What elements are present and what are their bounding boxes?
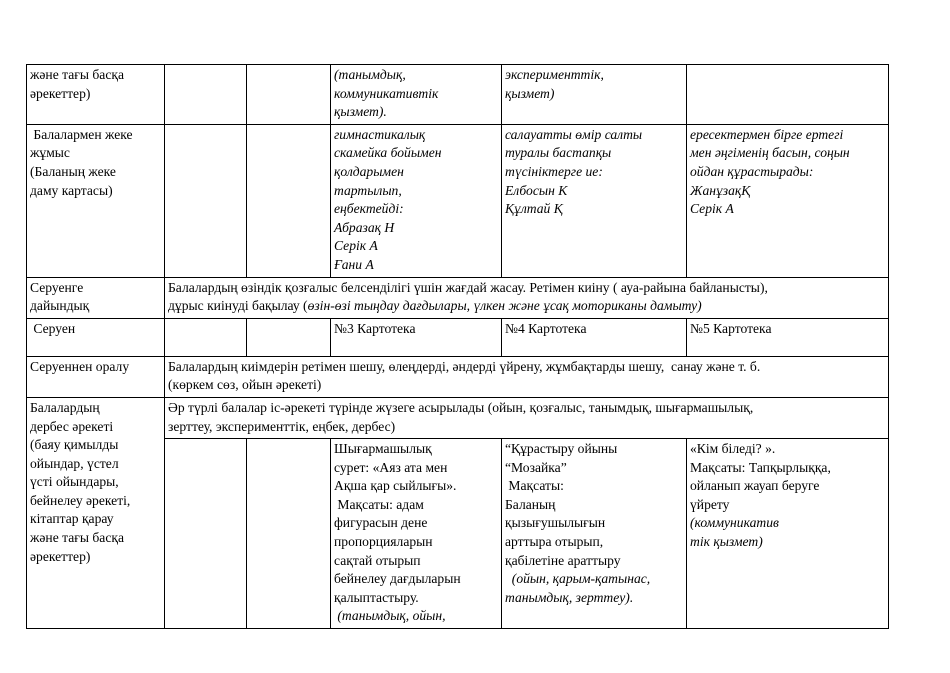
cell-line: дайындық — [30, 298, 90, 314]
cell-line: (ойын, қарым-қатынас, — [505, 571, 651, 587]
cell-line: Әр түрлі балалар іс-әрекеті түрінде жүзеге асырылады (ойын, қозғалыс, танымдық, шығармашылық, — [168, 399, 754, 415]
cell-line: Балалардың киімдерін ретімен шешу, өлеңдерді, әндерді үйрену, жұмбақтарды шешу, санау және т. б. — [168, 358, 761, 374]
cell-line: қолдарымен — [334, 163, 404, 179]
cell-line: №4 Картотека — [505, 320, 587, 336]
day-cell — [502, 439, 687, 629]
empty-cell — [247, 124, 331, 277]
cell-line: Серуеннен оралу — [30, 358, 130, 374]
cell-line: қызмет) — [505, 85, 555, 101]
cell-line: сақтай отырып — [334, 552, 421, 568]
cell-line: дербес әрекеті — [30, 418, 114, 434]
cell-line: мен әңгіменің басын, соңын — [690, 145, 850, 161]
empty-cell — [165, 439, 247, 629]
empty-cell — [687, 65, 889, 125]
cell-line: “Мозайка” — [505, 459, 567, 475]
cell-text-italic: өзін-өзі тыңдау дағдылары, үлкен және ұсақ моториканы дамыту) — [307, 298, 702, 314]
cell-line: (баяу қимылды — [30, 437, 119, 453]
cell-line: үйрету — [690, 496, 730, 512]
cell-line: коммуникативтік — [334, 85, 439, 101]
day-cell — [502, 318, 687, 356]
cell-line: ЖанұзақҚ — [690, 182, 751, 198]
day-cell — [687, 124, 889, 277]
cell-line: Серік А — [690, 201, 734, 217]
cell-line: ойындар, үстел — [30, 455, 119, 471]
table-row — [27, 356, 889, 397]
cell-line: тік қызмет) — [690, 534, 763, 550]
cell-line: ересектермен бірге ертегі — [690, 126, 844, 142]
cell-line: Баланың — [505, 496, 556, 512]
cell-line: (коммуникатив — [690, 515, 779, 531]
cell-line: арттыра отырып, — [505, 534, 604, 550]
cell-line: үсті ойындары, — [30, 474, 119, 490]
cell-line: Серуен — [30, 320, 76, 336]
cell-line: (Баланың жеке — [30, 163, 116, 179]
cell-line: қызмет). — [334, 104, 387, 120]
table-row — [27, 65, 889, 125]
cell-line: Балалармен жеке — [30, 126, 133, 142]
table-row — [27, 124, 889, 277]
cell-line: Балалардың өзіндік қозғалыс белсенділігі үшін жағдай жасау. Ретімен киіну ( ауа-райына байланысты), — [168, 279, 768, 295]
cell-line: туралы бастапқы — [505, 145, 612, 161]
cell-line: Балалардың — [30, 399, 100, 415]
table-row — [27, 277, 889, 318]
day-cell — [331, 439, 502, 629]
cell-line: Ғани А — [334, 256, 374, 272]
cell-line — [168, 297, 885, 316]
cell-line: гимнастикалық — [334, 126, 426, 142]
cell-line: ойдан құрастырады: — [690, 163, 814, 179]
cell-line: №3 Картотека — [334, 320, 416, 336]
empty-cell — [247, 439, 331, 629]
cell-text: дұрыс киінуді бақылау ( — [168, 298, 308, 314]
day-cell — [331, 318, 502, 356]
row-label-cell — [27, 356, 165, 397]
cell-line: Мақсаты: адам — [334, 496, 424, 512]
cell-line: қызығушылығын — [505, 515, 606, 531]
cell-line: Елбосын К — [505, 182, 568, 198]
row-label-cell — [27, 318, 165, 356]
cell-line: әрекеттер) — [30, 548, 91, 564]
cell-line: Серік А — [334, 238, 378, 254]
cell-line: түсініктерге ие: — [505, 163, 603, 179]
cell-line: (көркем сөз, ойын әрекеті) — [168, 377, 322, 393]
day-cell — [331, 124, 502, 277]
cell-line: әрекеттер) — [30, 85, 91, 101]
cell-line: (танымдық, — [334, 67, 406, 82]
cell-line: бейнелеу әрекеті, — [30, 492, 131, 508]
cell-line: №5 Картотека — [690, 320, 772, 336]
cell-line: Мақсаты: Тапқырлыққа, — [690, 459, 831, 475]
cell-line: Мақсаты: — [505, 478, 564, 494]
cell-line: Құлтай Қ — [505, 201, 563, 217]
cell-line: Шығармашылық — [334, 441, 432, 457]
cell-line: Ақша қар сыйлығы». — [334, 478, 457, 494]
cell-line: және тағы басқа — [30, 67, 125, 82]
row-label-cell — [27, 124, 165, 277]
empty-cell — [165, 65, 247, 125]
row-label-cell — [27, 397, 165, 628]
cell-line: фигурасын дене — [334, 515, 428, 531]
cell-line: пропорцияларын — [334, 534, 433, 550]
cell-line: жұмыс — [30, 145, 70, 161]
cell-line: бейнелеу дағдыларын — [334, 571, 461, 587]
cell-line: «Кім біледі? ». — [690, 441, 776, 457]
row-label-cell — [27, 65, 165, 125]
cell-line: Серуенге — [30, 279, 84, 295]
day-cell — [502, 124, 687, 277]
cell-line: Абразақ Н — [334, 219, 395, 235]
cell-line: қалыптастыру. — [334, 589, 419, 605]
day-cell — [502, 65, 687, 125]
merged-cell — [165, 356, 889, 397]
empty-cell — [165, 318, 247, 356]
merged-cell — [165, 277, 889, 318]
cell-line: қабілетіне араттыру — [505, 552, 621, 568]
cell-line: скамейка бойымен — [334, 145, 442, 161]
cell-line: және тағы басқа — [30, 530, 125, 546]
cell-line: сурет: «Аяз ата мен — [334, 459, 448, 475]
empty-cell — [247, 65, 331, 125]
table-row — [27, 318, 889, 356]
cell-line: эксперименттік, — [505, 67, 604, 82]
day-cell — [331, 65, 502, 125]
cell-line: даму картасы) — [30, 182, 113, 198]
cell-line: ойланып жауап беруге — [690, 478, 820, 494]
cell-line: “Құрастыру ойыны — [505, 441, 618, 457]
row-label-cell — [27, 277, 165, 318]
empty-cell — [247, 318, 331, 356]
cell-line: салауатты өмір салты — [505, 126, 643, 142]
empty-cell — [165, 124, 247, 277]
day-cell — [687, 318, 889, 356]
schedule-table — [26, 64, 889, 629]
cell-line: зерттеу, эксперименттік, еңбек, дербес) — [168, 418, 396, 434]
cell-line: кітаптар қарау — [30, 511, 114, 527]
cell-line: (танымдық, ойын, — [334, 608, 446, 624]
cell-line: тартылып, — [334, 182, 402, 198]
cell-line: еңбектейді: — [334, 201, 404, 217]
merged-cell — [165, 397, 889, 438]
cell-line: танымдық, зерттеу). — [505, 589, 634, 605]
day-cell — [687, 439, 889, 629]
table-row — [27, 397, 889, 438]
